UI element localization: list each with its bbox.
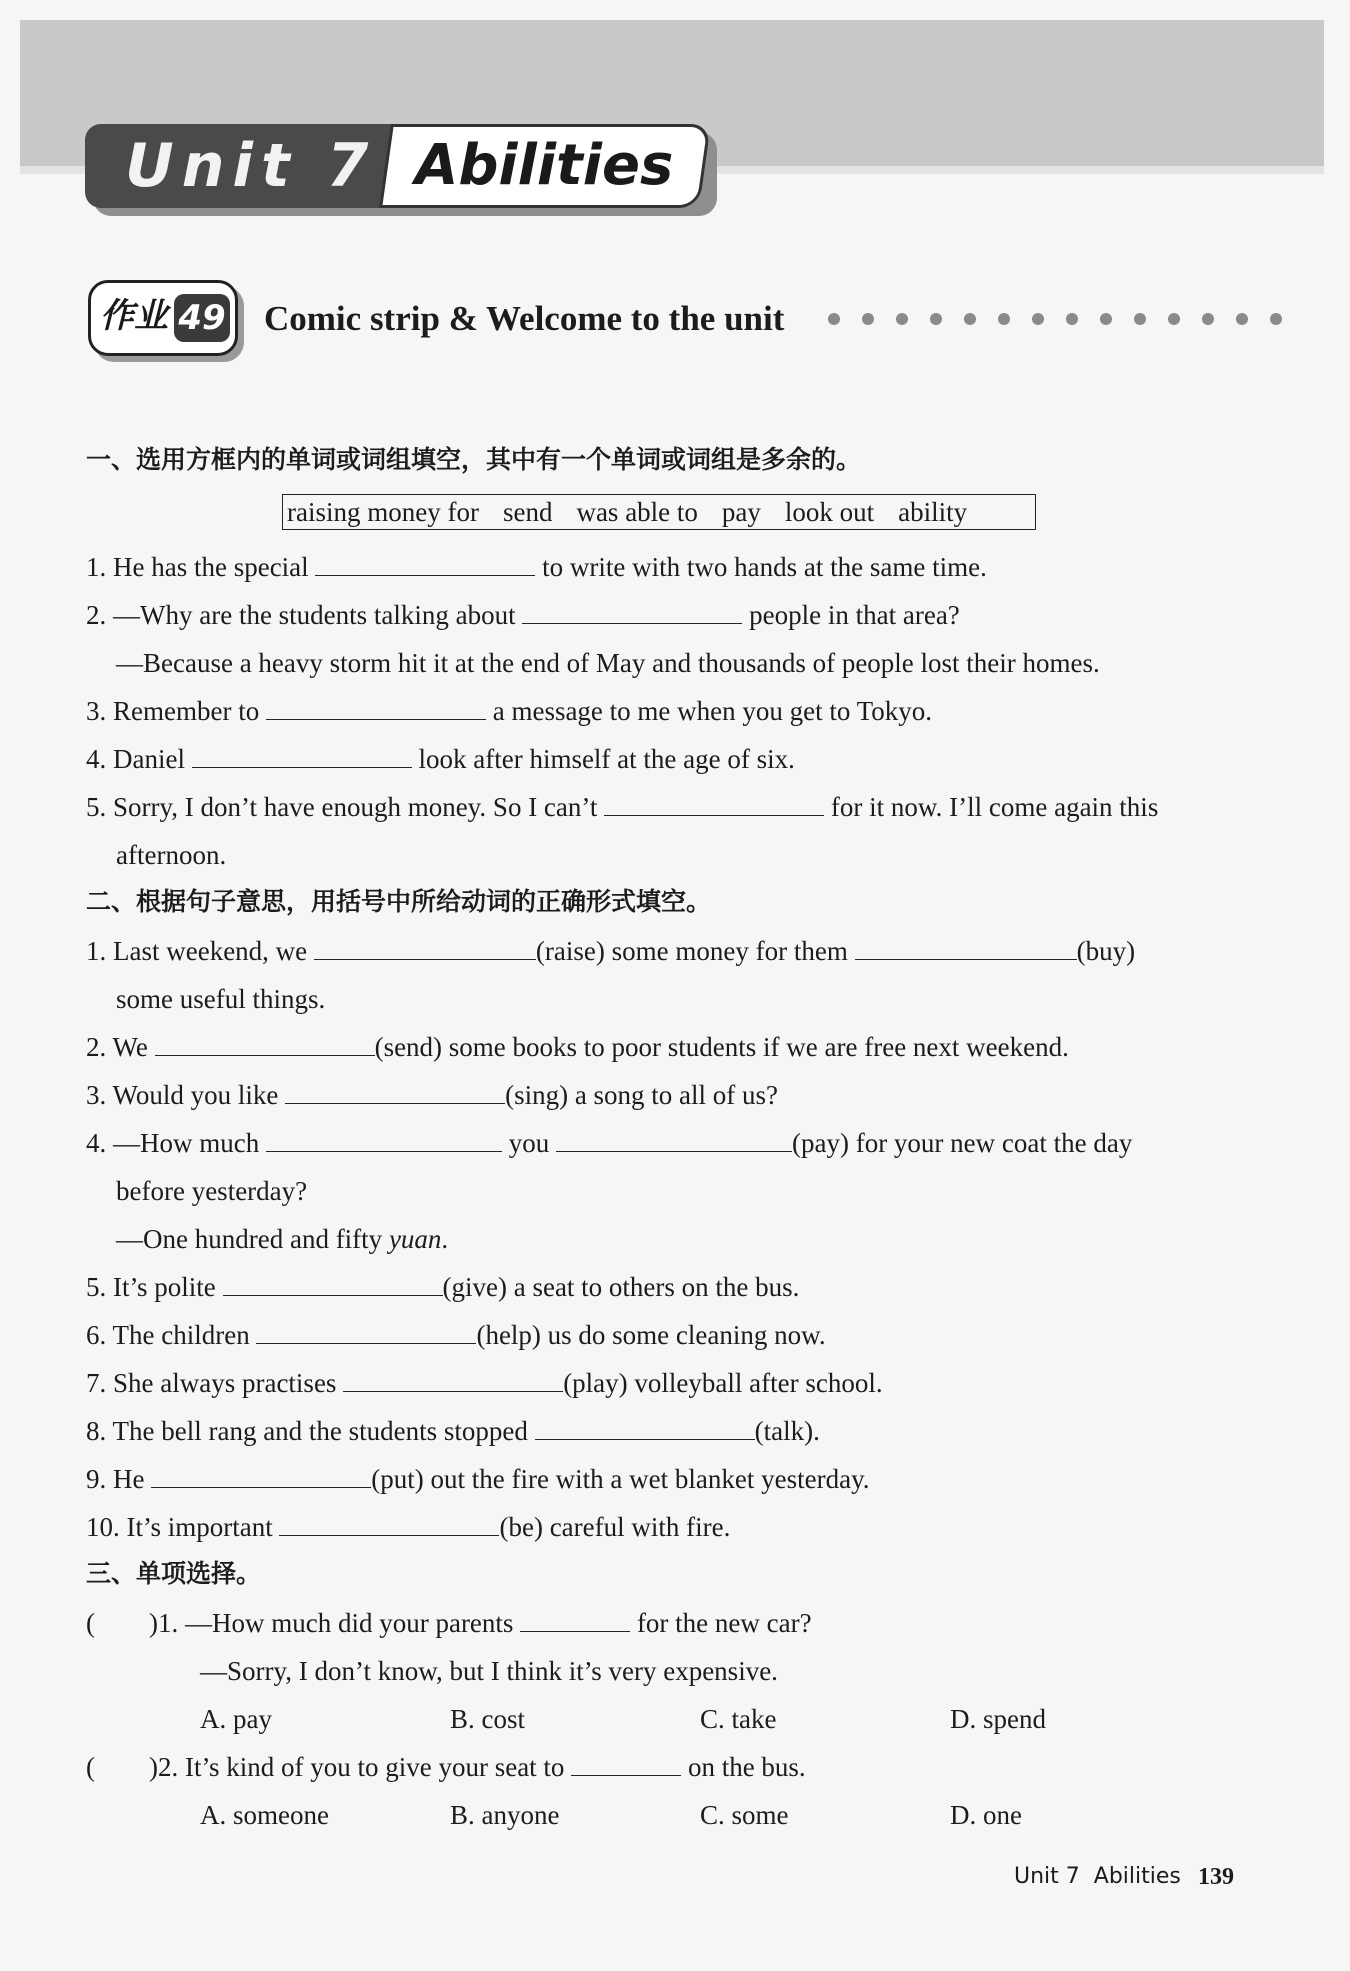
answer-blank[interactable] (266, 693, 486, 720)
homework-badge (88, 280, 243, 360)
page-number: 139 (1198, 1864, 1234, 1890)
unit-title: Abilities (415, 133, 674, 198)
answer-blank[interactable] (314, 933, 536, 960)
p2-question-9: 9. He (put) out the fire with a wet blanket yesterday. (86, 1460, 870, 1498)
answer-blank[interactable] (343, 1365, 563, 1392)
answer-paren[interactable]: ( ) (86, 1752, 158, 1782)
p3-question-1-reply: —Sorry, I don’t know, but I think it’s very expensive. (200, 1656, 778, 1686)
p2-question-1: 1. Last weekend, we (raise) some money for them (buy) (86, 932, 1135, 970)
p2-question-8: 8. The bell rang and the students stopped (talk). (86, 1412, 820, 1450)
answer-blank[interactable] (556, 1125, 792, 1152)
p3-q2-option-c[interactable]: C. some (700, 1800, 789, 1830)
p1-question-4: 4. Daniel look after himself at the age of six. (86, 740, 795, 778)
p2-question-3: 3. Would you like (sing) a song to all of us? (86, 1076, 778, 1114)
answer-blank[interactable] (535, 1413, 755, 1440)
unit-label: Unit 7 (85, 124, 395, 208)
word-option: was able to (576, 497, 698, 527)
footer-unit: Unit 7 Abilities (1014, 1864, 1181, 1889)
section-title: Comic strip & Welcome to the unit (264, 299, 785, 338)
dotted-leader (828, 312, 1324, 326)
word-box (282, 494, 1036, 530)
homework-number: 49 (174, 294, 230, 342)
p3-q2-option-b[interactable]: B. anyone (450, 1800, 560, 1830)
p1-question-2: 2. —Why are the students talking about people in that area? (86, 596, 960, 634)
answer-paren[interactable]: ( ) (86, 1608, 158, 1638)
answer-blank[interactable] (155, 1029, 375, 1056)
answer-blank[interactable] (604, 789, 824, 816)
p3-q1-option-d[interactable]: D. spend (950, 1704, 1046, 1734)
p3-q2-option-d[interactable]: D. one (950, 1800, 1022, 1830)
p3-q1-option-b[interactable]: B. cost (450, 1704, 526, 1734)
p3-question-1: ( )1. —How much did your parents for the new car? (86, 1604, 812, 1642)
p3-q2-option-a[interactable]: A. someone (200, 1800, 329, 1830)
answer-blank[interactable] (151, 1461, 371, 1488)
word-option: send (502, 497, 553, 527)
answer-blank[interactable] (520, 1605, 630, 1632)
answer-blank[interactable] (223, 1269, 443, 1296)
word-option: look out (784, 497, 875, 527)
p2-question-10: 10. It’s important (be) careful with fire. (86, 1508, 730, 1546)
homework-badge-text: 作业 (100, 296, 168, 336)
unit-title-tab (85, 124, 717, 216)
p3-question-2: ( )2. It’s kind of you to give your seat to on the bus. (86, 1748, 806, 1786)
p1-question-5-cont: afternoon. (116, 840, 227, 870)
answer-blank[interactable] (571, 1749, 681, 1776)
part2-heading: 二、根据句子意思，用括号中所给动词的正确形式填空。 (86, 887, 712, 916)
answer-blank[interactable] (266, 1125, 502, 1152)
p1-question-2-reply: —Because a heavy storm hit it at the end of May and thousands of people lost their homes. (116, 648, 1100, 678)
p3-q1-option-c[interactable]: C. take (700, 1704, 777, 1734)
word-option: ability (898, 497, 968, 527)
part3-heading: 三、单项选择。 (86, 1559, 262, 1588)
p2-question-7: 7. She always practises (play) volleyball after school. (86, 1364, 883, 1402)
p2-question-5: 5. It’s polite (give) a seat to others on the bus. (86, 1268, 799, 1306)
p2-question-2: 2. We (send) some books to poor students if we are free next weekend. (86, 1028, 1069, 1066)
p1-question-5: 5. Sorry, I don’t have enough money. So I can’t for it now. I’ll come again this (86, 788, 1158, 826)
answer-blank[interactable] (855, 933, 1077, 960)
p2-question-1-cont: some useful things. (116, 984, 326, 1014)
p2-question-6: 6. The children (help) us do some cleaning now. (86, 1316, 826, 1354)
answer-blank[interactable] (192, 741, 412, 768)
word-option: pay (721, 497, 761, 527)
p2-question-4-cont: before yesterday? (116, 1176, 308, 1206)
answer-blank[interactable] (522, 597, 742, 624)
p3-q1-option-a[interactable]: A. pay (200, 1704, 272, 1734)
p1-question-1: 1. He has the special to write with two hands at the same time. (86, 548, 987, 586)
p2-question-4-reply: —One hundred and fifty yuan. (116, 1224, 449, 1254)
word-option: raising money for (287, 497, 479, 527)
answer-blank[interactable] (285, 1077, 505, 1104)
answer-blank[interactable] (279, 1509, 499, 1536)
p2-question-4: 4. —How much you (pay) for your new coat the day (86, 1124, 1132, 1162)
answer-blank[interactable] (315, 549, 535, 576)
part1-heading: 一、选用方框内的单词或词组填空，其中有一个单词或词组是多余的。 (86, 445, 862, 474)
answer-blank[interactable] (256, 1317, 476, 1344)
p1-question-3: 3. Remember to a message to me when you get to Tokyo. (86, 692, 932, 730)
